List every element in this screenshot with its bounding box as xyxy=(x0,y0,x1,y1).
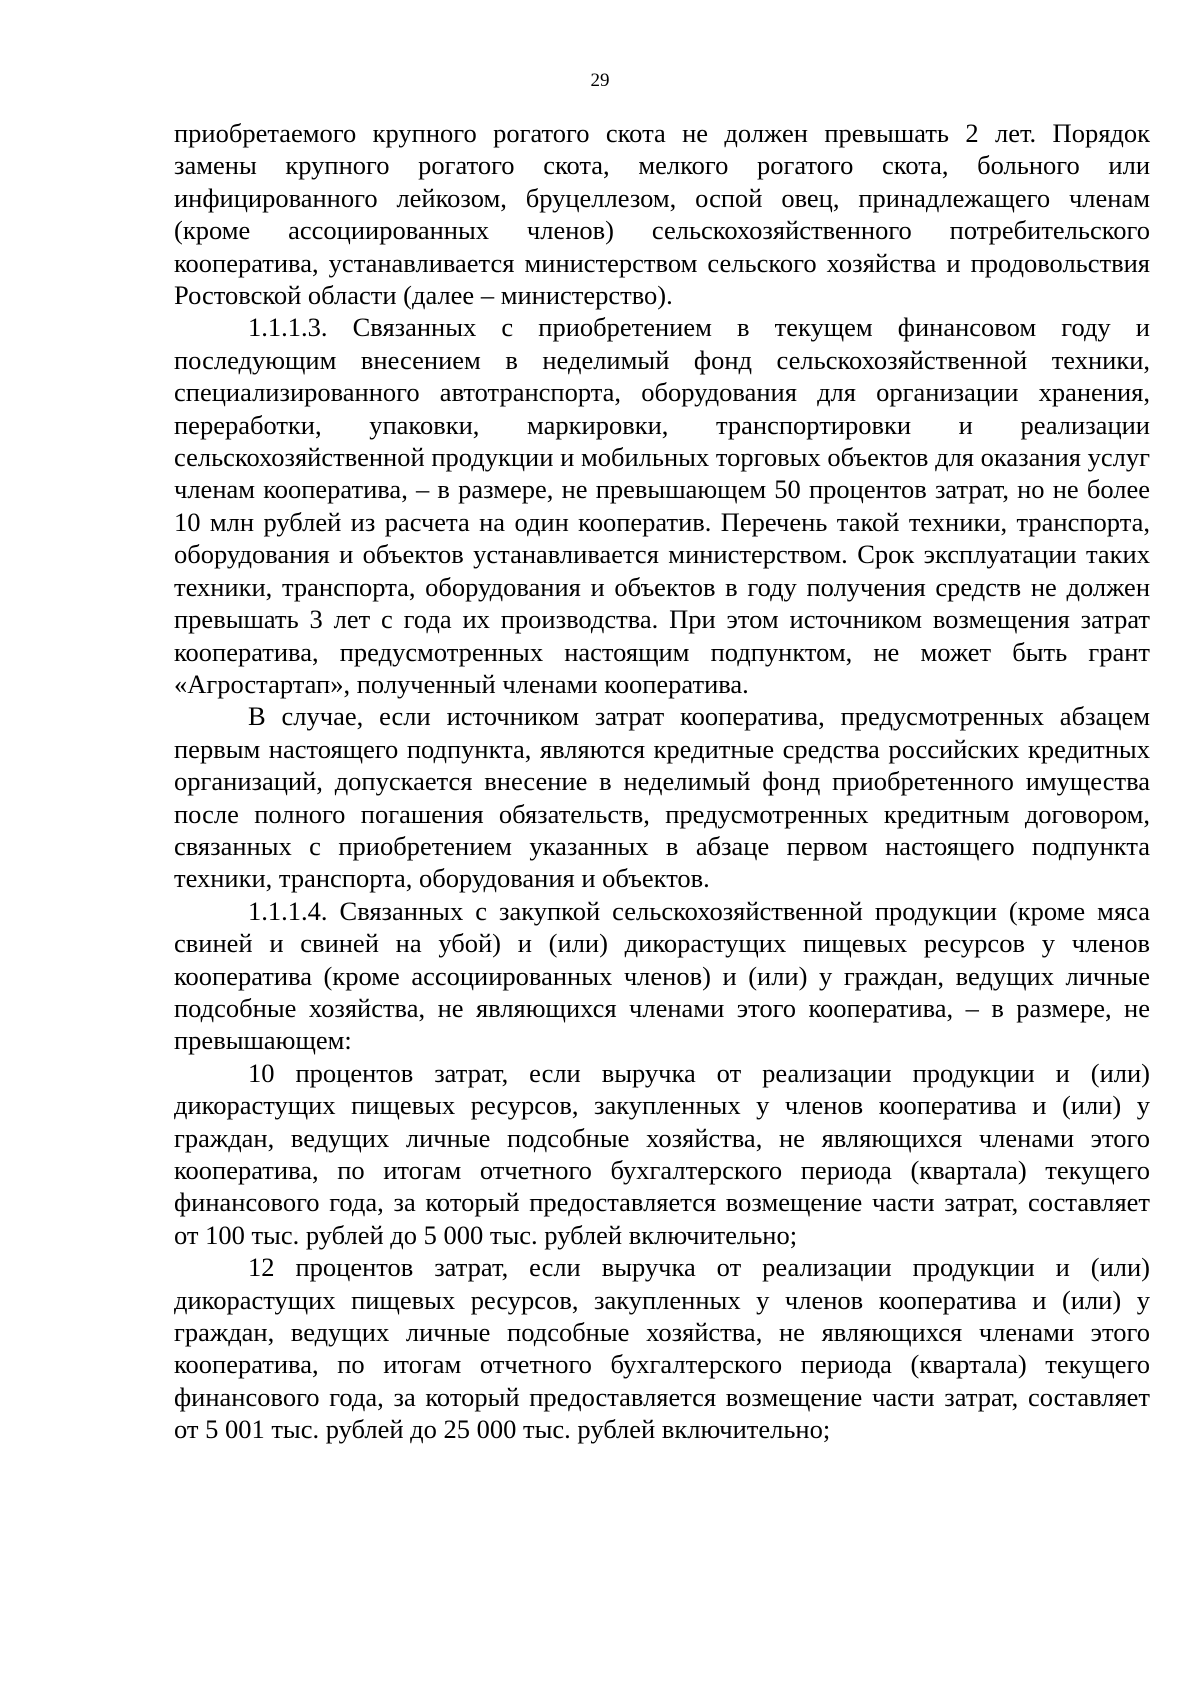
paragraph-continuation: приобретаемого крупного рогатого скота не должен превышать 2 лет. Порядок замены крупного рогатого скота, мелкого рогатого скота, больного или инфицированного лейкозом, бруцеллезом, оспой овец, принадлежащего членам (кроме ассоциированных членов) сельскохозяйственного потребительского кооператива, устанавливается министерством сельского хозяйства и продовольствия Ростовской области (далее – министерство). xyxy=(174,118,1150,311)
paragraph-credit-funds: В случае, если источником затрат кооператива, предусмотренных абзацем первым настоящего подпункта, являются кредитные средства российских кредитных организаций, допускается внесение в неделимый фонд приобретенного имущества после полного погашения обязательств, предусмотренных кредитным договором, связанных с приобретением указанных в абзаце первом настоящего подпункта техники, транспорта, оборудования и объектов. xyxy=(174,701,1150,894)
page-number: 29 xyxy=(590,70,610,91)
paragraph-1-1-1-4: 1.1.1.4. Связанных с закупкой сельскохозяйственной продукции (кроме мяса свиней и свиней на убой) и (или) дикорастущих пищевых ресурсов у членов кооператива (кроме ассоциированных членов) и (или) у граждан, ведущих личные подсобные хозяйства, не являющихся членами этого кооператива, – в размере, не превышающем: xyxy=(174,895,1150,1056)
paragraph-1-1-1-3: 1.1.1.3. Связанных с приобретением в текущем финансовом году и последующим внесением в неделимый фонд сельскохозяйственной техники, специализированного автотранспорта, оборудования для организации хранения, переработки, упаковки, маркировки, транспортировки и реализации сельскохозяйственной продукции и мобильных торговых объектов для оказания услуг членам кооператива, – в размере, не превышающем 50 процентов затрат, но не более 10 млн рублей из расчета на один кооператив. Перечень такой техники, транспорта, оборудования и объектов устанавливается министерством. Срок эксплуатации таких техники, транспорта, оборудования и объектов в году получения средств не должен превышать 3 лет с года их производства. При этом источником возмещения затрат кооператива, предусмотренных настоящим подпунктом, не может быть грант «Агростартап», полученный членами кооператива. xyxy=(174,312,1150,699)
document-body xyxy=(174,117,1150,1446)
paragraph-12-percent: 12 процентов затрат, если выручка от реализации продукции и (или) дикорастущих пищевых ресурсов, закупленных у членов кооператива и (или) у граждан, ведущих личные подсобные хозяйства, не являющихся членами этого кооператива, по итогам отчетного бухгалтерского периода (квартала) текущего финансового года, за который предоставляется возмещение части затрат, составляет от 5 001 тыс. рублей до 25 000 тыс. рублей включительно; xyxy=(174,1252,1150,1445)
paragraph-10-percent: 10 процентов затрат, если выручка от реализации продукции и (или) дикорастущих пищевых ресурсов, закупленных у членов кооператива и (или) у граждан, ведущих личные подсобные хозяйства, не являющихся членами этого кооператива, по итогам отчетного бухгалтерского периода (квартала) текущего финансового года, за который предоставляется возмещение части затрат, составляет от 100 тыс. рублей до 5 000 тыс. рублей включительно; xyxy=(174,1057,1150,1250)
